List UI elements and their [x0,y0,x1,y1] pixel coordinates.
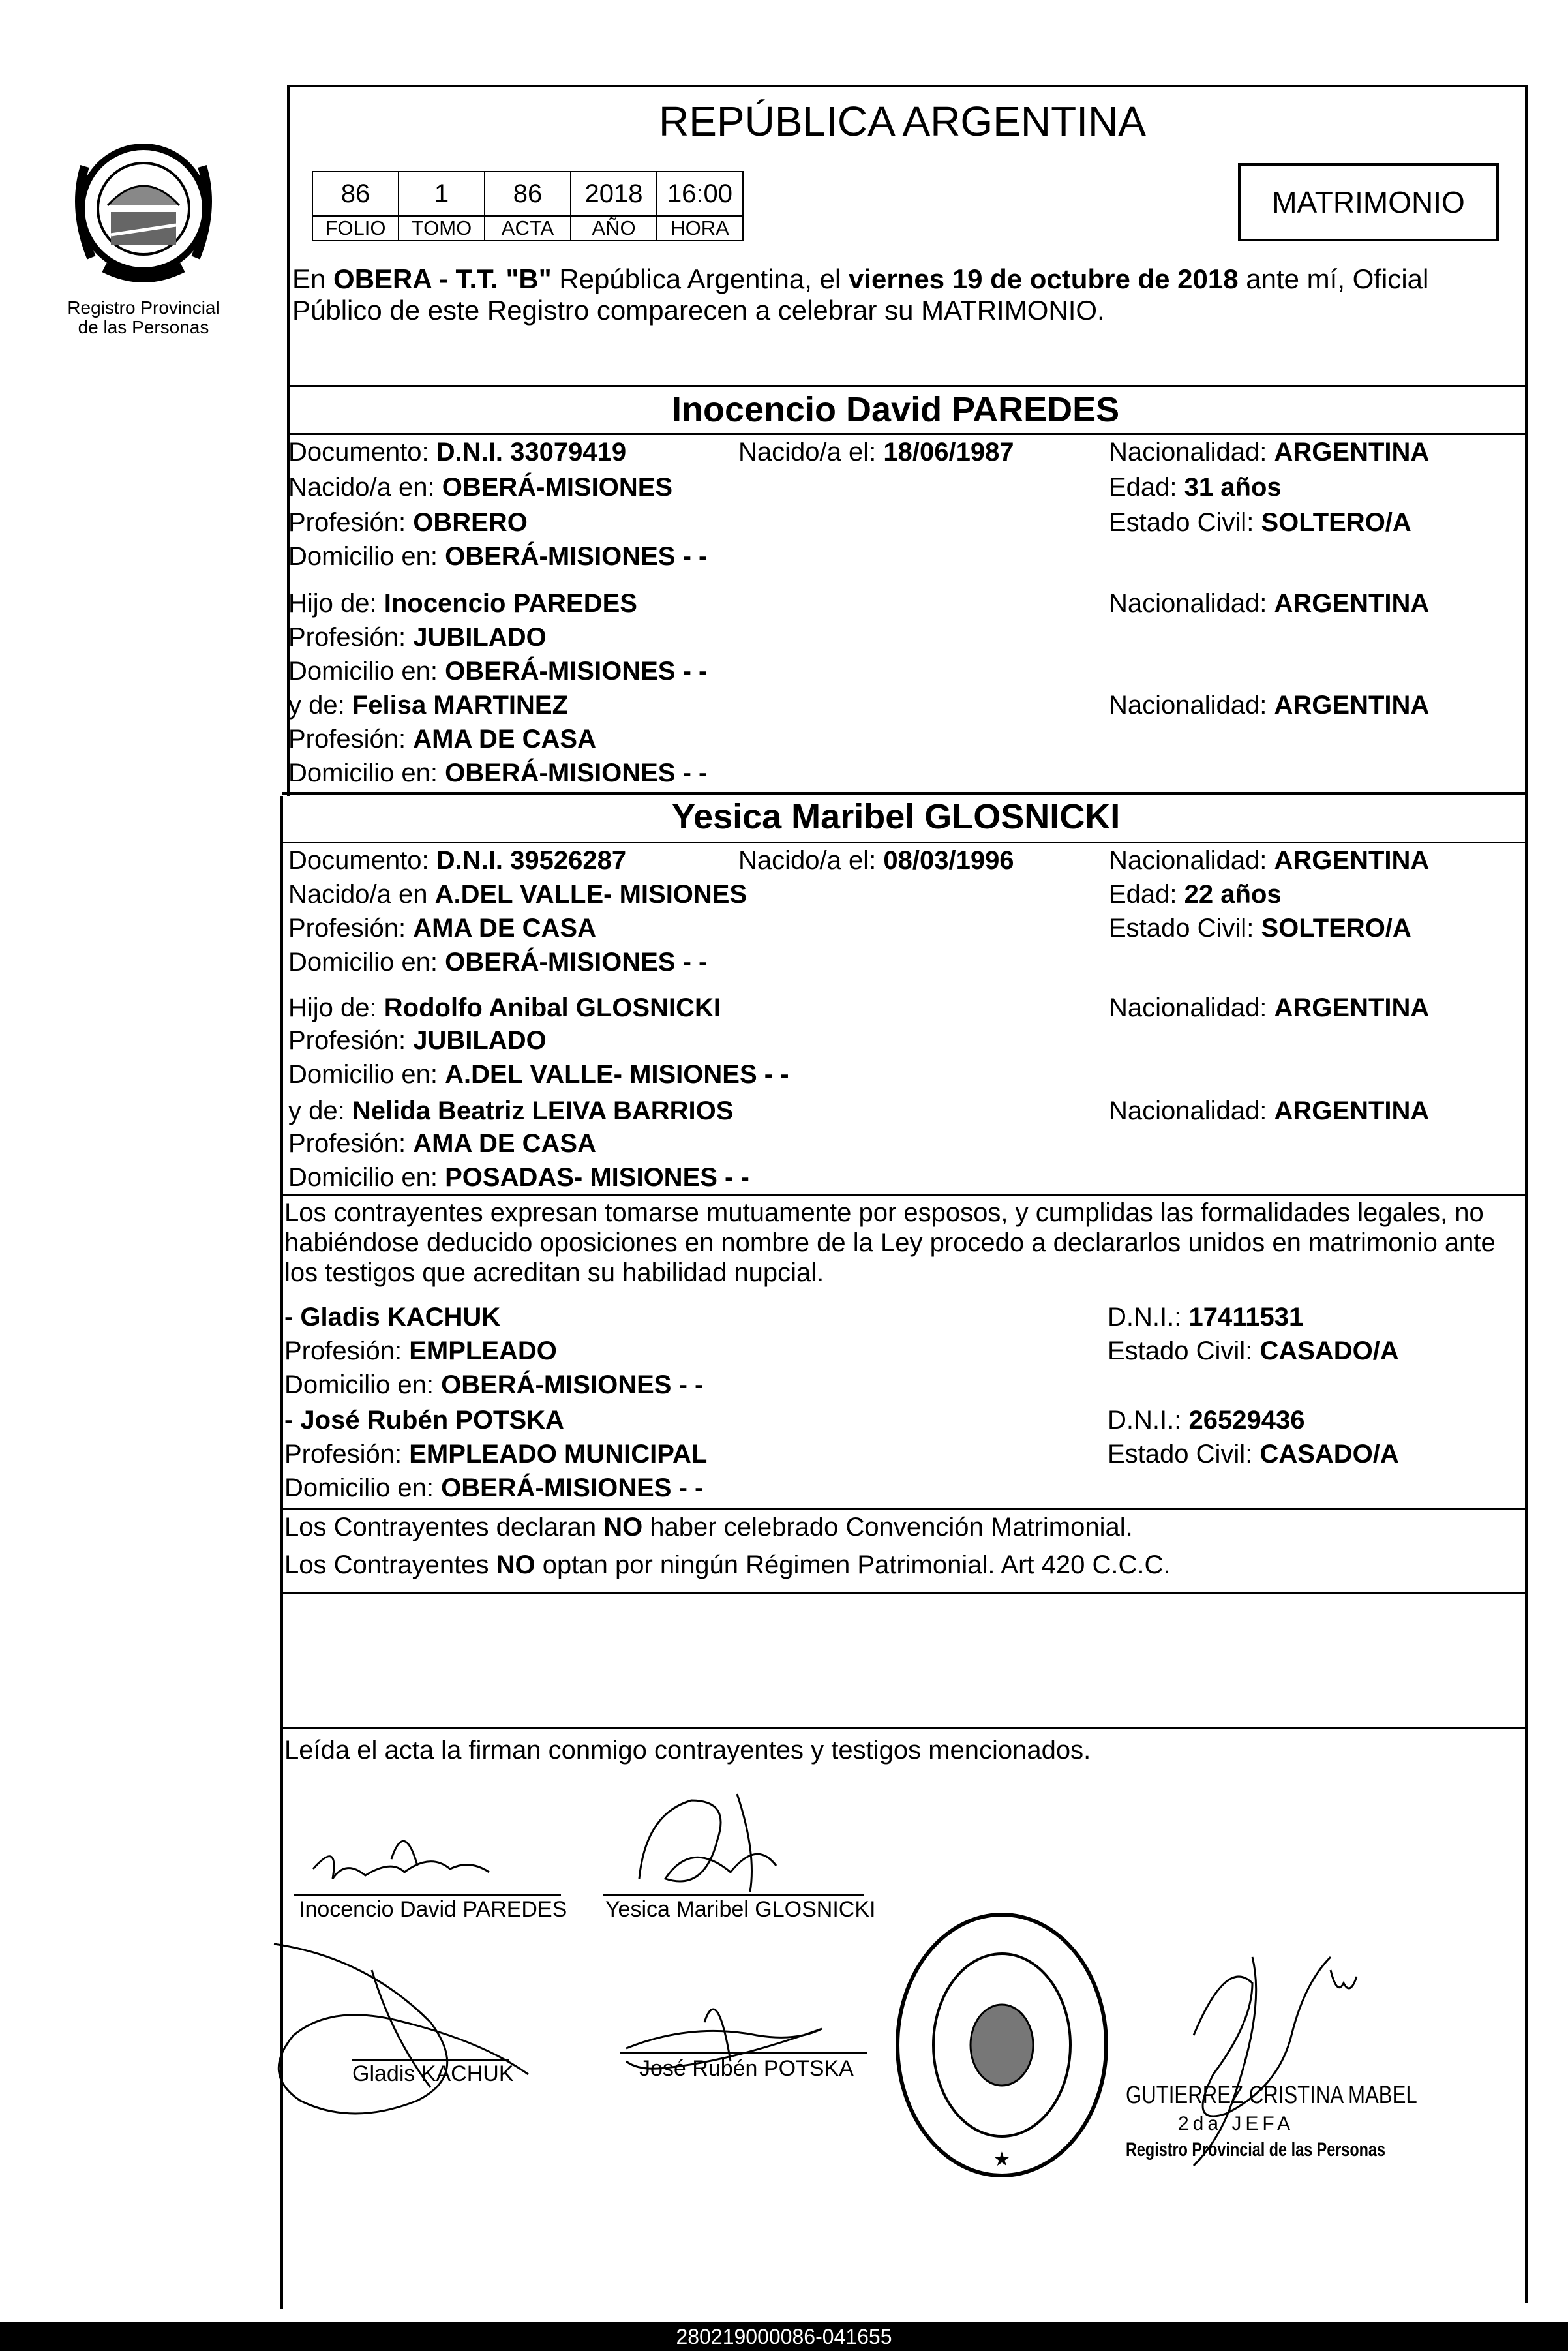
year-label: AÑO [571,216,657,241]
record-reference-table [312,171,744,241]
official-role: 2da JEFA [1178,2113,1295,2134]
convention-line-1: Los Contrayentes declaran NO haber celebrado Convención Matrimonial. [284,1513,1133,1541]
spouse2-profession: Profesión: AMA DE CASA [288,914,596,943]
spouse2-name: Yesica Maribel GLOSNICKI [672,797,1121,836]
spouse1-name: Inocencio David PAREDES [672,390,1120,429]
spouse1-mother-address: Domicilio en: OBERÁ-MISIONES - - [288,759,708,787]
logo-label: Registro Provincial de las Personas [67,297,220,337]
spouse2-mother-address: Domicilio en: POSADAS- MISIONES - - [288,1163,749,1192]
official-name: GUTIERREZ CRISTINA MABEL [1126,2082,1417,2109]
spouse2-nationality: Nacionalidad: ARGENTINA [1109,846,1430,875]
spouse2-father-nationality: Nacionalidad: ARGENTINA [1109,993,1430,1022]
coat-of-arms-icon [46,121,241,297]
spouse1-nationality: Nacionalidad: ARGENTINA [1109,438,1430,466]
spouse1-father-profession: Profesión: JUBILADO [288,623,547,652]
hour-label: HORA [657,216,743,241]
convention-line-2: Los Contrayentes NO optan por ningún Régimen Patrimonial. Art 420 C.C.C. [284,1551,1171,1579]
spouse2-civil-status: Estado Civil: SOLTERO/A [1109,914,1411,943]
spouse1-mother-profession: Profesión: AMA DE CASA [288,725,596,753]
spouse2-document: Documento: D.N.I. 39526287 [288,846,627,875]
closing-statement: Leída el acta la firman conmigo contrayentes y testigos mencionados. [284,1736,1091,1765]
spouse1-father-address: Domicilio en: OBERÁ-MISIONES - - [288,657,708,686]
declaration-paragraph: Los contrayentes expresan tomarse mutuamente por esposos, y cumplidas las formalidades legales, no habiéndose deducido oposiciones en nombre de la Ley procedo a declararlos unidos en matrimonio ante los testigos que acreditan su habilidad nupcial. [284,1198,1496,1287]
tomo-value: 1 [399,172,485,216]
signature-label-witness2: José Rubén POTSKA [639,2056,854,2081]
provincial-logo [46,121,241,342]
spouse2-birthdate: Nacido/a el: 08/03/1996 [738,846,1014,875]
witness1-civil-status: Estado Civil: CASADO/A [1108,1337,1399,1365]
spouse1-father: Hijo de: Inocencio PAREDES [288,589,637,618]
witness2-profession: Profesión: EMPLEADO MUNICIPAL [284,1440,708,1468]
hour-value: 16:00 [657,172,743,216]
acta-label: ACTA [485,216,571,241]
signature-label-spouse1: Inocencio David PAREDES [299,1897,567,1922]
signature-label-witness1: Gladis KACHUK [352,2061,514,2086]
spouse2-age: Edad: 22 años [1109,880,1282,909]
year-value: 2018 [571,172,657,216]
page-title: REPÚBLICA ARGENTINA [659,98,1146,145]
spouse2-father-profession: Profesión: JUBILADO [288,1026,547,1055]
spouse1-birthplace: Nacido/a en: OBERÁ-MISIONES [288,473,673,502]
spouse1-address: Domicilio en: OBERÁ-MISIONES - - [288,542,708,571]
witness1-dni: D.N.I.: 17411531 [1108,1303,1304,1331]
witness2-civil-status: Estado Civil: CASADO/A [1108,1440,1399,1468]
witness2-address: Domicilio en: OBERÁ-MISIONES - - [284,1474,704,1502]
spouse2-father-address: Domicilio en: A.DEL VALLE- MISIONES - - [288,1060,789,1089]
witness2-name: - José Rubén POTSKA [284,1406,564,1434]
witness1-name: - Gladis KACHUK [284,1303,501,1331]
svg-text:★: ★ [993,2148,1011,2171]
spouse1-birthdate: Nacido/a el: 18/06/1987 [738,438,1014,466]
folio-value: 86 [312,172,399,216]
record-type-box: MATRIMONIO [1238,163,1499,241]
frame-top [287,85,1526,87]
spouse2-mother-profession: Profesión: AMA DE CASA [288,1129,596,1158]
spouse2-address: Domicilio en: OBERÁ-MISIONES - - [288,948,708,977]
spouse1-age: Edad: 31 años [1109,473,1282,502]
signature-label-spouse2: Yesica Maribel GLOSNICKI [605,1897,876,1922]
witness2-dni: D.N.I.: 26529436 [1108,1406,1305,1434]
intro-paragraph: En OBERA - T.T. "B" República Argentina, el viernes 19 de octubre de 2018 ante mí, Oficial Público de este Registro comparecen a celebrar su MATRIMONIO. [292,264,1429,326]
official-seal-icon [891,1905,1113,2185]
witness1-address: Domicilio en: OBERÁ-MISIONES - - [284,1371,704,1399]
official-org: Registro Provincial de las Personas [1126,2139,1385,2161]
acta-value: 86 [485,172,571,216]
spouse1-document: Documento: D.N.I. 33079419 [288,438,627,466]
witness1-profession: Profesión: EMPLEADO [284,1337,557,1365]
footer-document-code: 280219000086-041655 [676,2325,892,2348]
spouse2-birthplace: Nacido/a en A.DEL VALLE- MISIONES [288,880,747,909]
spouse1-mother: y de: Felisa MARTINEZ [288,691,568,720]
spouse1-father-nationality: Nacionalidad: ARGENTINA [1109,589,1430,618]
spouse2-mother: y de: Nelida Beatriz LEIVA BARRIOS [288,1097,734,1125]
spouse2-father: Hijo de: Rodolfo Anibal GLOSNICKI [288,993,721,1022]
spouse2-mother-nationality: Nacionalidad: ARGENTINA [1109,1097,1430,1125]
spouse1-civil-status: Estado Civil: SOLTERO/A [1109,508,1411,537]
folio-label: FOLIO [312,216,399,241]
tomo-label: TOMO [399,216,485,241]
spouse1-mother-nationality: Nacionalidad: ARGENTINA [1109,691,1430,720]
spouse1-profession: Profesión: OBRERO [288,508,528,537]
